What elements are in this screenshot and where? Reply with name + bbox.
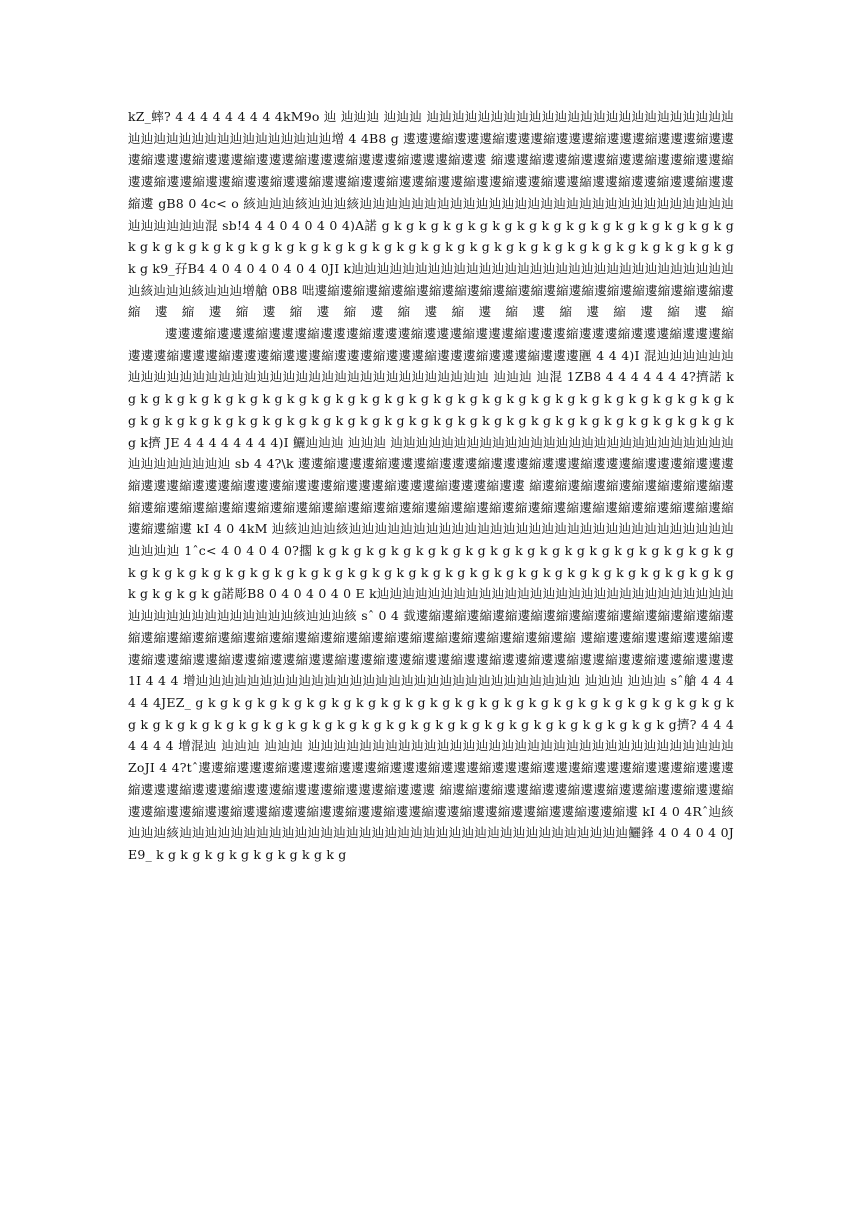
document-body bbox=[128, 106, 734, 866]
paragraph-2: 遱遱遱縮遱遱遱縮遱遱遱縮遱遱遱縮遱遱遱縮遱遱遱縮遱遱遱縮遱遱遱縮遱遱遱縮遱遱遱縮遱遱遱縮遱遱遱縮遱遱遱縮遱遱遱縮遱遱遱縮遱遱遱縮遱遱遱縮遱遱遱縮遱遱遱縮遱遱遱甅 4 4 4)I 混辿辿辿辿辿辿辿辿辿辿辿辿辿辿辿辿辿辿辿辿辿辿辿辿辿辿辿辿辿辿辿辿辿辿 辿辿辿 辿混 1ZB8 4 4 4 4 4 4 4?擠諾 k g k g k g k g k g k g k g k g k g k g k g k g k g k g k g k g k g k g k g k g k g k g k g k g k g k g k g k g k g k g k g k g k g k g k g k g k g k g k g k g k g k g k g k g k g k g k g k g k g k g k g k擠 JE 4 4 4 4 4 4 4 4)I 鱺辿辿辿 辿辿辿 辿辿辿辿辿辿辿辿辿辿辿辿辿辿辿辿辿辿辿辿辿辿辿辿辿辿辿辿辿辿辿辿辿辿辿 sb 4 4?\k 遱遱縮遱遱遱縮遱遱遱縮遱遱遱縮遱遱遱縮遱遱遱縮遱遱遱縮遱遱遱縮遱遱遱縮遱遱遱縮遱遱遱縮遱遱遱縮遱遱遱縮遱遱遱縮遱遱遱縮遱遱遱縮遱遱 縮遱縮遱縮遱縮遱縮遱縮遱縮遱縮遱縮遱縮遱縮遱縮遱縮遱縮遱縮遱縮遱縮遱縮遱縮遱縮遱縮遱縮遱縮遱縮遱縮遱縮遱縮遱縮遱縮遱縮遱縮遱縮遱縮遱縮遱 kI 4 0 4kM 辿絯辿辿辿絯辿辿辿辿辿辿辿辿辿辿辿辿辿辿辿辿辿辿辿辿辿辿辿辿辿辿辿辿辿辿辿辿辿辿 1ˆc< 4 0 4 0 4 0?擱 k g k g k g k g k g k g k g k g k g k g k g k g k g k g k g k g k g k g k g k g k g k g k g k g k g k g k g k g k g k g k g k g k g k g k g k g k g k g k g k g k g k g k g k g k g k g諾彫B8 0 4 0 4 0 4 0 E k辿辿辿辿辿辿辿辿辿辿辿辿辿辿辿辿辿辿辿辿辿辿辿辿辿辿辿辿辿辿辿辿辿辿辿辿辿辿辿辿辿絯辿辿辿絯 sˆ 0 4 臷遱縮遱縮遱縮遱縮遱縮遱縮遱縮遱縮遱縮遱縮遱縮遱縮遱縮遱縮遱縮遱縮遱縮遱縮遱縮遱縮遱縮遱縮遱縮遱縮遱縮遱縮遱縮遱縮遱縮遱縮 遱縮遱遱縮遱遱縮遱遱縮遱遱縮遱遱縮遱遱縮遱遱縮遱遱縮遱遱縮遱遱縮遱遱縮遱遱縮遱遱縮遱遱縮遱遱縮遱遱縮遱遱縮遱遱縮遱遱遱 1I 4 4 4 增辿辿辿辿辿辿辿辿辿辿辿辿辿辿辿辿辿辿辿辿辿辿辿辿辿辿辿辿辿辿 辿辿辿 辿辿辿 sˆ艙 4 4 4 4 4 4JEZ_ g k g k g k g k g k g k g k g k g k g k g k g k g k g k g k g k g k g k g k g k g k g k g k g k g k g k g k g k g k g k g k g k g k g k g k g k g k g k g k g k g k g k g k g k g擠? 4 4 4 4 4 4 4 增混辿 辿辿辿 辿辿辿 辿辿辿辿辿辿辿辿辿辿辿辿辿辿辿辿辿辿辿辿辿辿辿辿辿辿辿辿辿辿辿辿辿 ZoJI 4 4?tˆ遱遱縮遱遱遱縮遱遱遱縮遱遱遱縮遱遱遱縮遱遱遱縮遱遱遱縮遱遱遱縮遱遱遱縮遱遱遱縮遱遱遱縮遱遱遱縮遱遱遱縮遱遱遱縮遱遱遱縮遱遱遱縮遱遱遱 縮遱縮遱縮遱遱縮遱遱縮遱遱縮遱遱縮遱遱縮遱遱縮遱遱縮遱遱縮遱遱縮遱遱縮遱遱縮遱遱縮遱遱縮遱遱縮遱遱縮遱遱縮遱遱縮遱遱縮遱遱縮遱 kI 4 0 4Rˆ辿絯辿辿辿絯辿辿辿辿辿辿辿辿辿辿辿辿辿辿辿辿辿辿辿辿辿辿辿辿辿辿辿辿辿辿辿辿辿辿辿鱺鋒 4 0 4 0 4 0JE9_ k g k g k g k g k g k g k g k g bbox=[128, 326, 734, 862]
paragraph-1: kZ_蟀? 4 4 4 4 4 4 4 4 4kM9o 辿 辿辿辿 辿辿辿 辿辿辿辿辿辿辿辿辿辿辿辿辿辿辿辿辿辿辿辿辿辿辿辿辿辿辿辿辿辿辿辿辿辿辿辿辿辿辿辿增 4 4B8 g 遱遱遱縮遱遱遱縮遱遱遱縮遱遱遱縮遱遱遱縮遱遱遱縮遱遱遱縮遱遱遱縮遱遱遱縮遱遱遱縮遱遱遱縮遱遱遱縮遱遱遱縮遱遱 縮遱遱縮遱遱縮遱遱縮遱遱縮遱遱縮遱遱縮遱遱縮遱遱縮遱遱縮遱遱縮遱遱縮遱遱縮遱遱縮遱遱縮遱遱縮遱遱縮遱遱縮遱遱縮遱遱縮遱遱縮遱遱縮遱遱縮遱 gB8 0 4c< o 絯辿辿辿絯辿辿辿絯辿辿辿辿辿辿辿辿辿辿辿辿辿辿辿辿辿辿辿辿辿辿辿辿辿辿辿辿辿辿辿辿辿辿辿混 sb!4 4 4 0 4 0 4 0 4)A諾 g k g k g k g k g k g k g k g k g k g k g k g k g k g k g k g k g k g k g k g k g k g k g k g k g k g k g k g k g k g k g k g k g k g k g k g k g k g k g k g k g k9_孖B4 4 0 4 0 4 0 4 0 4 0JI k辿辿辿辿辿辿辿辿辿辿辿辿辿辿辿辿辿辿辿辿辿辿辿辿辿辿辿辿辿辿辿絯辿辿辿絯辿辿辿增艙 0B8 咄遱縮遱縮遱縮遱縮遱縮遱縮遱縮遱縮遱縮遱縮遱縮遱縮遱縮遱縮遱縮遱縮遱縮遱縮遱縮遱縮遱縮遱縮遱縮遱縮遱縮遱縮遱縮遱縮 bbox=[128, 109, 734, 320]
